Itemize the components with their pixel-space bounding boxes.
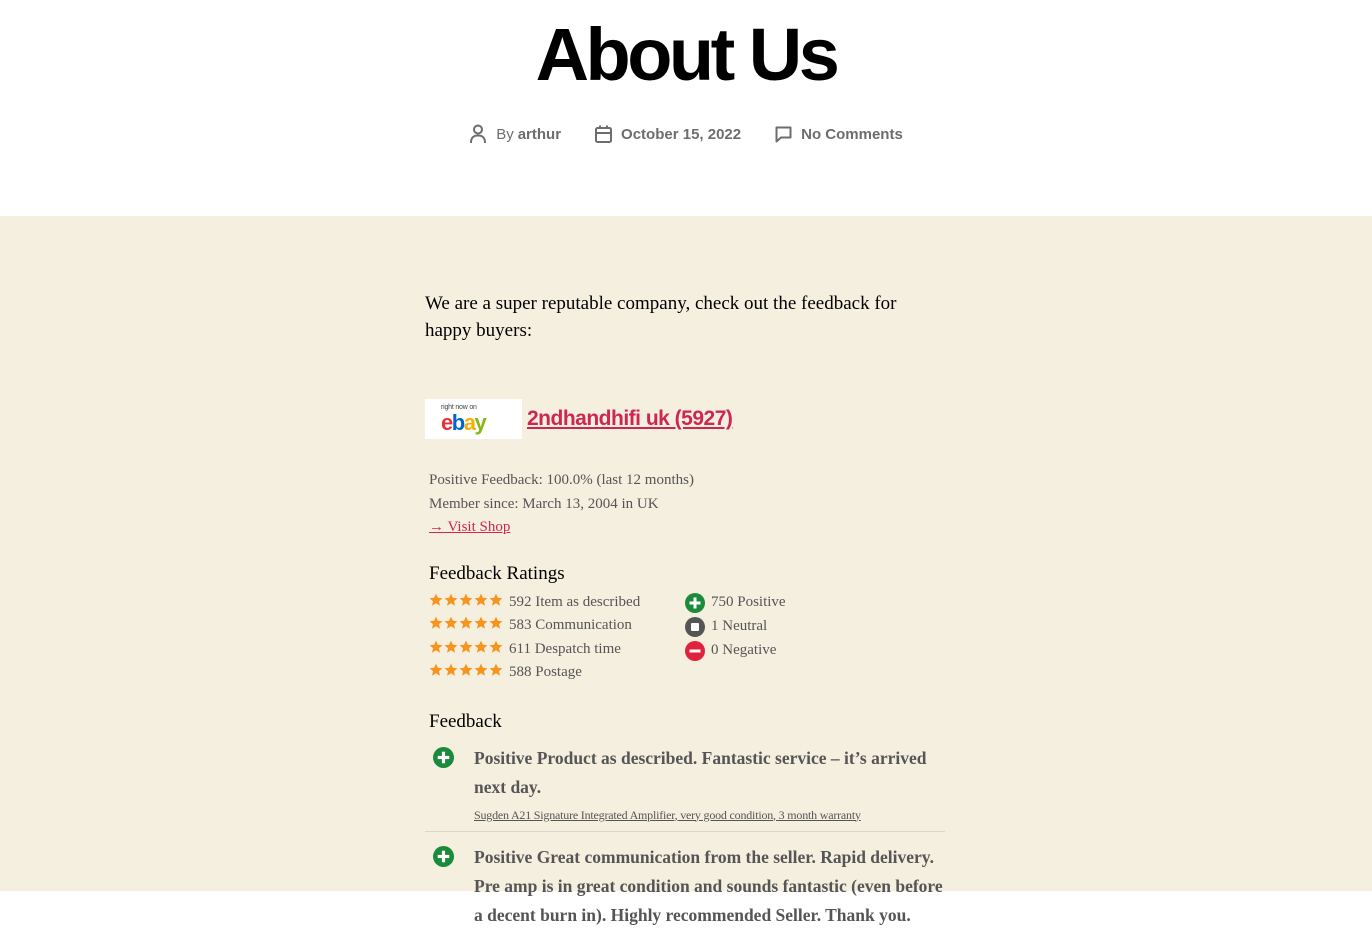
rating-count: 583 (509, 617, 532, 634)
rating-row (429, 591, 685, 615)
post-meta (0, 124, 1372, 144)
detailed-ratings (429, 591, 685, 685)
feedback-item (425, 832, 945, 930)
intro-text: We are a super reputable company, check out the feedback for happy buyers: (425, 293, 897, 341)
post-comments (775, 126, 903, 143)
member-since-text: Member since: March 13, 2004 in UK (429, 495, 659, 512)
star-rating (429, 640, 504, 653)
positive-count: 750 Positive (685, 591, 786, 615)
rating-row (429, 638, 685, 662)
ebay-seller-row (425, 399, 945, 439)
plus-circle-icon (433, 846, 454, 867)
square-circle-icon (685, 617, 705, 637)
star-icon (444, 663, 458, 676)
feedback-ratings (425, 591, 945, 685)
feedback-text: Positive Great communication from the seller. Rapid delivery. Pre amp is in great condition and sounds fantastic (even before a decent burn in). Highly recommended Seller. Thank you. (474, 846, 943, 925)
star-icon (474, 616, 488, 629)
star-rating (429, 616, 504, 629)
positive-feedback-text: Positive Feedback: 100.0% (last 12 months) (429, 472, 694, 488)
ebay-logo: ebay (441, 410, 486, 435)
date-link[interactable]: October 15, 2022 (621, 125, 742, 143)
calendar-icon (595, 125, 612, 143)
star-icon (489, 640, 503, 653)
star-icon (489, 663, 503, 676)
star-icon (459, 663, 473, 676)
plus-circle-icon (685, 593, 705, 613)
feedback-item (425, 733, 945, 832)
plus-circle-icon (433, 747, 454, 768)
rating-label: Postage (535, 664, 582, 681)
feedback-item-link[interactable]: Sugden A21 Signature Integrated Amplifier, very good condition, 3 month warranty (474, 807, 861, 822)
author-link[interactable]: arthur (517, 125, 562, 143)
star-icon (444, 593, 458, 606)
feedback-counts (685, 591, 786, 685)
rating-count: 611 (509, 640, 531, 657)
person-icon (469, 124, 487, 144)
star-rating (429, 593, 504, 606)
star-icon (444, 640, 458, 653)
neutral-count: 1 Neutral (685, 615, 786, 639)
post-author (469, 124, 561, 144)
ebay-badge-caption: right now on (441, 404, 477, 411)
star-icon (459, 593, 473, 606)
seller-stats (425, 469, 945, 540)
minus-circle-icon (685, 641, 705, 661)
star-icon (429, 616, 443, 629)
rating-row (429, 614, 685, 638)
post-content (0, 216, 1372, 925)
post-date (595, 125, 741, 143)
star-icon (459, 640, 473, 653)
star-icon (444, 616, 458, 629)
ratings-title: Feedback Ratings (429, 562, 565, 584)
rating-label: Communication (535, 617, 632, 634)
ebay-badge[interactable] (425, 399, 522, 439)
star-icon (429, 663, 443, 676)
star-icon (474, 640, 488, 653)
star-icon (429, 640, 443, 653)
star-icon (489, 616, 503, 629)
star-icon (474, 663, 488, 676)
star-rating (429, 663, 504, 676)
star-icon (459, 616, 473, 629)
rating-label: Item as described (535, 593, 641, 610)
star-icon (489, 593, 503, 606)
rating-row (429, 661, 685, 685)
comment-icon (775, 126, 792, 143)
negative-count: 0 Negative (685, 639, 786, 663)
rating-count: 592 (509, 593, 532, 610)
by-label: By (496, 125, 514, 143)
star-icon (429, 593, 443, 606)
post-header (0, 0, 1372, 216)
rating-label: Despatch time (534, 640, 621, 657)
visit-shop-link[interactable]: → Visit Shop (429, 519, 511, 535)
star-icon (474, 593, 488, 606)
feedback-title: Feedback (429, 710, 502, 732)
feedback-text: Positive Product as described. Fantastic service – it’s arrived next day. (474, 747, 927, 797)
rating-count: 588 (509, 664, 532, 681)
comments-link[interactable]: No Comments (801, 125, 903, 143)
seller-link[interactable]: 2ndhandhifi uk (5927) (527, 407, 733, 430)
page-title: About Us (535, 13, 837, 96)
